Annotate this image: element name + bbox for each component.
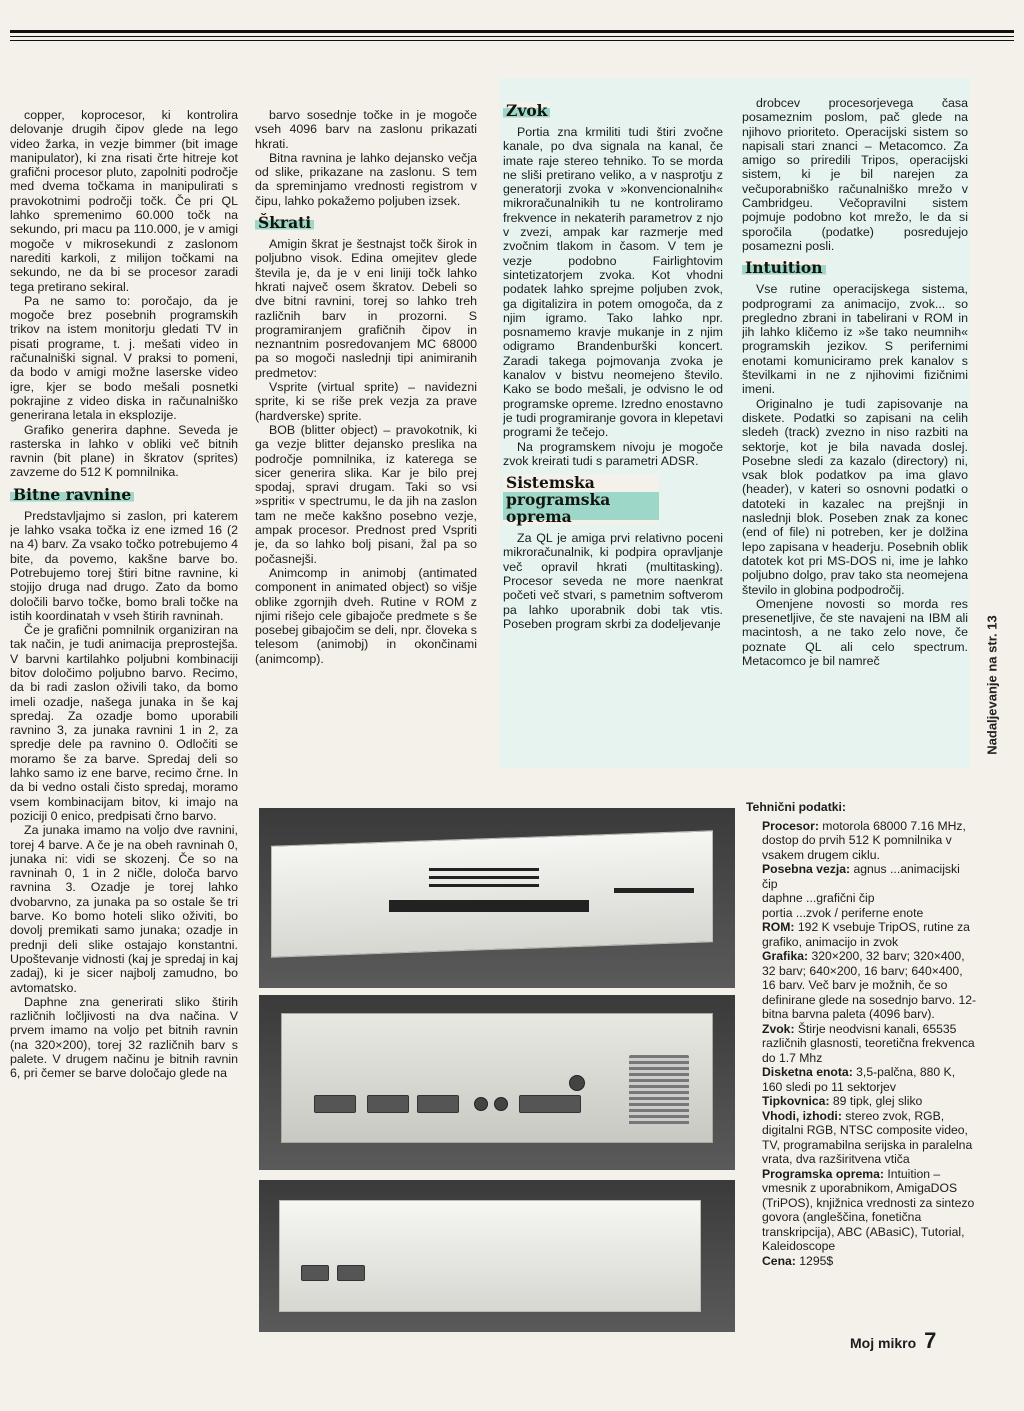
page-footer <box>850 1328 936 1354</box>
column-2 <box>255 108 477 768</box>
port-connector <box>314 1095 356 1113</box>
port-connector <box>519 1095 581 1113</box>
spec-row <box>746 1065 978 1094</box>
spec-text: daphne ...grafični čip <box>762 891 875 905</box>
spec-text: portia ...zvok / periferne enote <box>762 905 924 920</box>
spec-label: Disketna enota: <box>762 1065 853 1079</box>
spec-row <box>746 819 978 863</box>
magazine-name: Moj mikro <box>850 1335 917 1351</box>
spec-label: Procesor: <box>762 818 819 833</box>
col1-para-1: copper, koprocesor, ki kontrolira delovanje drugih čipov glede na lego video žarka, in vezje bimmer (bit image manipulator), ki zna risati črte hitreje kot grafični procesor pluto, zapolniti področje med dvema točkama in manipulirati s pravokotnimi področji točk. Če pri QL lahko spremenimo 60.000 točk na sekundo, pri macu pa 110.000, je v amigi mogoče v mikrosekundi z zaslonom narediti karkoli, z milijon točkami na sekundo, ne da bi se procesor zaradi tega pretirano sekiral. <box>10 108 238 294</box>
spec-text: 3,5-palčna, 880 K, 160 sledi po 11 sektorjev <box>762 1065 956 1094</box>
spec-row <box>746 1109 978 1167</box>
spec-text: motorola 68000 7.16 MHz, dostop do prvih 512 K pomnilnika v vsakem drugem ciklu. <box>762 818 966 862</box>
photo-amiga-front <box>259 808 735 988</box>
port-jack <box>474 1097 488 1111</box>
continuation-note-text: Nadaljevanje na str. 13 <box>984 615 1000 755</box>
spec-label: Tipkovnica: <box>762 1094 830 1108</box>
column-4 <box>742 96 968 768</box>
spec-label: Vhodi, izhodi: <box>762 1108 842 1123</box>
spec-row <box>746 1167 978 1254</box>
spec-row <box>746 949 978 1022</box>
col3-para-2: Na programskem nivoju je mogoče zvok kreirati tudi s parametri ADSR. <box>503 439 723 468</box>
vent-line <box>429 876 539 879</box>
heading-zvok: Zvok <box>503 102 550 119</box>
spec-label: Posebna vezja: <box>762 862 851 876</box>
port-connector <box>367 1095 409 1113</box>
spec-text: Štirje neodvisni kanali, 65535 različnih glasnosti, teoretična frekvenca do 1.7 Mhz <box>762 1021 975 1065</box>
photo-amiga-back <box>259 995 735 1170</box>
photo-amiga-side <box>259 1180 735 1332</box>
heading-intuition: Intuition <box>742 259 826 276</box>
joystick-port <box>301 1265 329 1281</box>
spec-label: ROM: <box>762 920 795 934</box>
spec-label: Programska oprema: <box>762 1166 884 1181</box>
vent-line <box>429 868 539 871</box>
col2-para-6: Animcomp in animobj (antimated component in animated object) so višje oblike zgornjih dveh. Rutine v ROM z njimi rišejo cele gibajoče predmete s še posebej gibajočim se deli, npr. človeka s telesom (animobj) in okončinami (animcomp). <box>255 565 477 666</box>
col2-para-4: Vsprite (virtual sprite) – navidezni sprite, ki se riše prek vezja za prave (hardverske) sprite. <box>255 380 477 423</box>
front-slot <box>389 900 589 912</box>
technical-specs <box>746 800 978 1268</box>
spec-text: 1295$ <box>795 1253 834 1268</box>
col4-para-2: Vse rutine operacijskega sistema, podprogrami za animacijo, zvok... so pregledno zbrani in tabelirani v ROM in jih lahko kličemo iz »še tako neumnih« programskih jezikov. S perifernimi enotami komuniciramo prek kanalov s številkami in ne z njihovimi fizičnimi imeni. <box>742 282 968 397</box>
col3-para-3: Za QL je amiga prvi relativno poceni mikroračunalnik, ki podpira opravljanje več opravil hkrati (multitasking). Procesor seveda ne more naenkrat početi več stvari, s pametnim softverom pa lahko uporabnik dobi tak vtis. Poseben program skrbi za dodeljevanje <box>503 531 723 631</box>
heading-bitne-ravnine: Bitne ravnine <box>10 486 134 503</box>
col1-para-6: Za junaka imamo na voljo dve ravnini, torej 4 barve. A če je na obeh ravninah 0, junaka ni: vidi se skozenj. Če so na ravninah 0, 1 in 2 ničle, določa barvo ravnina 3. Ozadje je torej lahko dvobarvno, za junaka pa so ostale še tri barve. Ko bomo hoteli sliko oživiti, bo dovolj premikati samo junaka; ozadje in prednji deli slike ostajajo konstantni. Upoštevanje vidnosti (kaj je spredaj in kaj zadaj), ki je sicer najbolj zamudno, bo avtomatsko. <box>10 823 238 995</box>
spec-row <box>746 920 978 949</box>
col1-para-2: Pa ne samo to: poročajo, da je mogoče brez posebnih programskih trikov na istem monitorju gledati TV in pisati programe, t. j. mešati video in računalniški signal. V praksi to pomeni, da bodo v amigi možne laserske video igre, kjer se bodo mešali posnetki pokrajine z video diska in računalniško generirana letala in eksplozije. <box>10 293 238 423</box>
power-socket <box>569 1075 585 1091</box>
col1-para-4: Predstavljajmo si zaslon, pri katerem je lahko vsaka točka iz ene izmed 16 (2 na 4) barv. Za vsako točko potrebujemo 4 bite, da povemo, kakšne barve bo. Potrebujemo torej štiri bitne ravnine, ki stojijo druga nad drugo. Zato da bomo določili barvo točke, bomo brali točke na istih koordinatah v vseh štirih ravninah. <box>10 508 238 623</box>
col2-para-1: barvo sosednje točke in je mogoče vseh 4096 barv na zaslonu prikazati hkrati. <box>255 108 477 151</box>
col1-para-3: Grafiko generira daphne. Seveda je rasterska in lahko v obliki več bitnih ravnin (bit plane) in škratov (sprites) zavzeme do 512 K pomnilnika. <box>10 422 238 480</box>
col3-para-1: Portia zna krmiliti tudi štiri zvočne kanale, po dva signala na kanal, če imate raje stereo tehniko. To se morda ne sliši pretirano veliko, a v nasprotju z generatorji zvoka v »konvencionalnih« mikroračunalnikih tu ne kontroliramo frekvence in nekaterih parametrov z njo v zvezi, ampak kar razmerje med zvočnim tlakom in časom. V tem je vezje podobno Fairlightovim sintetizatorjem zvoka. Kot vhodni podatek lahko sprejme poljuben zvok, ga digitalizira in potem omogoča, da z njim igramo. Tako lahko npr. posnamemo kravje mukanje in z njim odigramo Brandenburški koncert. Zaradi takega pojmovanja zvoka je kanalov v bistvu neomejeno število. Kako se bodo mešali, je odvisno le od programske opreme. Izredno enostavno je tudi programiranje govora in klepetavi programi že tečejo. <box>503 125 723 440</box>
computer-case-front <box>271 830 713 957</box>
top-rule-thick <box>10 30 1014 33</box>
computer-case-side <box>279 1200 701 1312</box>
vent-grille <box>629 1055 689 1125</box>
spec-row <box>746 906 978 921</box>
col1-para-7: Daphne zna generirati sliko štirih različnih ločljivosti na dva načina. V prvem imamo na voljo pet bitnih ravnin (na 320×200), torej 32 različnih barv s palete. V drugem načinu je bitnih ravnin 6, pri čemer se barve določajo glede na <box>10 994 238 1081</box>
col4-para-1: drobcev procesorjevega časa posameznim poslom, pač glede na njihovo prioriteto. Operacijski sistem so napisali stari znanci – Metacomco. Za amigo so priredili Tripos, operacijski sistem, ki je bil narejen za večuporabniško računalniško mrežo v Cambridgeu. Večopravilni sistem pojmuje podobno kot mrežo, le da si sporočila (podatke) posredujejo posamezni posli. <box>742 96 968 253</box>
vent-line <box>429 884 539 887</box>
spec-row <box>746 891 978 906</box>
spec-label: Zvok: <box>762 1021 795 1036</box>
top-rule-thin-2 <box>10 40 1014 41</box>
spec-text: 192 K vsebuje TripOS, rutine za grafiko, animacijo in zvok <box>762 920 970 949</box>
spec-row <box>746 1022 978 1066</box>
spec-text: agnus ...animacijski čip <box>762 862 960 891</box>
spec-text: stereo zvok, RGB, digitalni RGB, NTSC composite video, TV, programabilna serijska in paralelna vrata, dva razširitvena vtiča <box>762 1108 973 1166</box>
column-3 <box>503 100 723 768</box>
spec-label: Grafika: <box>762 949 809 963</box>
column-1 <box>10 108 238 1328</box>
port-connector <box>417 1095 459 1113</box>
spec-text: 89 tipk, glej sliko <box>829 1094 923 1108</box>
floppy-slot <box>614 888 694 893</box>
col2-para-2: Bitna ravnina je lahko dejansko večja od slike, prikazane na zaslonu. S tem da spreminjamo vrednosti registrom v čipu, lahko pokažemo poljuben izsek. <box>255 150 477 208</box>
col2-para-5: BOB (blitter object) – pravokotnik, ki ga vezje blitter dejansko preslika na področje pomnilnika, iz katerega se sicer generira slika. Kar je bilo prej spodaj, spravi drugam. Taki so vsi »spriti« v spectrumu, le da jih na zaslon tam ne meče kakšno posebno vezje, ampak procesor. Prednost pred Vspriti je, da so lahko bolj pisani, žal pa so počasnejši. <box>255 422 477 566</box>
col4-para-3: Originalno je tudi zapisovanje na diskete. Podatki so zapisani na celih sledeh (track) zvezno in niso razbiti na sektorje, kot je bila navada doslej. Posebne sledi za kazalo (directory) ni, vsak blok podatkov pa ima glavo (header), v kateri so osnovni podatki o datoteki in kazalec na prejšnji in naslednji blok. Poseben znak za konec (end of file) ni potreben, ker je dolžina lepo zapisana v headerju. Posebnih oblik datotek kot pri MS-DOS ni, ime je lahko poljubno dolgo, prav tako sta neomejena število in globina podpodročij. <box>742 396 968 597</box>
heading-skrati: Škrati <box>255 214 314 231</box>
specs-title: Tehnični podatki: <box>746 800 846 814</box>
spec-label: Cena: <box>762 1253 796 1268</box>
heading-sistemska-programska-oprema: Sistemska programska oprema <box>503 474 659 525</box>
spec-text: 320×200, 32 barv; 320×400, 32 barv; 640×200, 16 barv; 640×400, 16 barv. Več barv je možnih, če so definirane glede na sosednjo barvo. 12-bitna barvna paleta (4096 barv). <box>762 949 977 1021</box>
col4-para-4: Omenjene novosti so morda res presenetljive, če ste navajeni na IBM ali macintosh, a ne tako zelo nove, če poznate QL ali celo spectrum. Metacomco je bil namreč <box>742 596 968 668</box>
spec-row <box>746 862 978 891</box>
page-number: 7 <box>924 1328 937 1353</box>
joystick-port <box>337 1265 365 1281</box>
spec-text: Intuition – vmesnik z uporabnikom, AmigaDOS (TriPOS), knjižnica vrednosti za sintezo govora (angleščina, fonetična transkripcija), ABC (ABasiC), Tutorial, Kaleidoscope <box>762 1166 975 1253</box>
spec-row <box>746 1094 978 1109</box>
top-rule-thin <box>10 36 1014 37</box>
port-jack <box>494 1097 508 1111</box>
spec-row <box>746 1254 978 1269</box>
col1-para-5: Če je grafični pomnilnik organiziran na tak način, je tudi animacija preprostejša. V barvni kartilahko poljubni kombinaciji bitov določimo poljubno barvo. Recimo, da bi radi zaslon oživili tako, da bomo imeli ozadje, našega junaka in še kaj spredaj. Za ozadje bomo uporabili ravnino 3, za junaka ravnini 1 in 2, za spredje dele pa ravnino 0. Odločiti se moramo še za barve. Spredaj deli so lahko samo iz ene barve, recimo črne. In da bi vedno ostali čisto spredaj, moramo vsem kombinacijam bitov, ki imajo na poziciji 0 enico, predpisati črno barvo. <box>10 623 238 823</box>
col2-para-3: Amigin škrat je šestnajst točk širok in poljubno visok. Edina omejitev glede števila je, da je v eni liniji točk lahko hkrati največ osem škratov. Debeli so dve bitni ravnini, torej so lahko treh različnih barv in prozorni. S programiranjem grafičnih čipov in neznantnim posredovanjem MC 68000 pa so mogoči naslednji tipi animiranih predmetov: <box>255 237 477 380</box>
continuation-note <box>972 600 1012 770</box>
